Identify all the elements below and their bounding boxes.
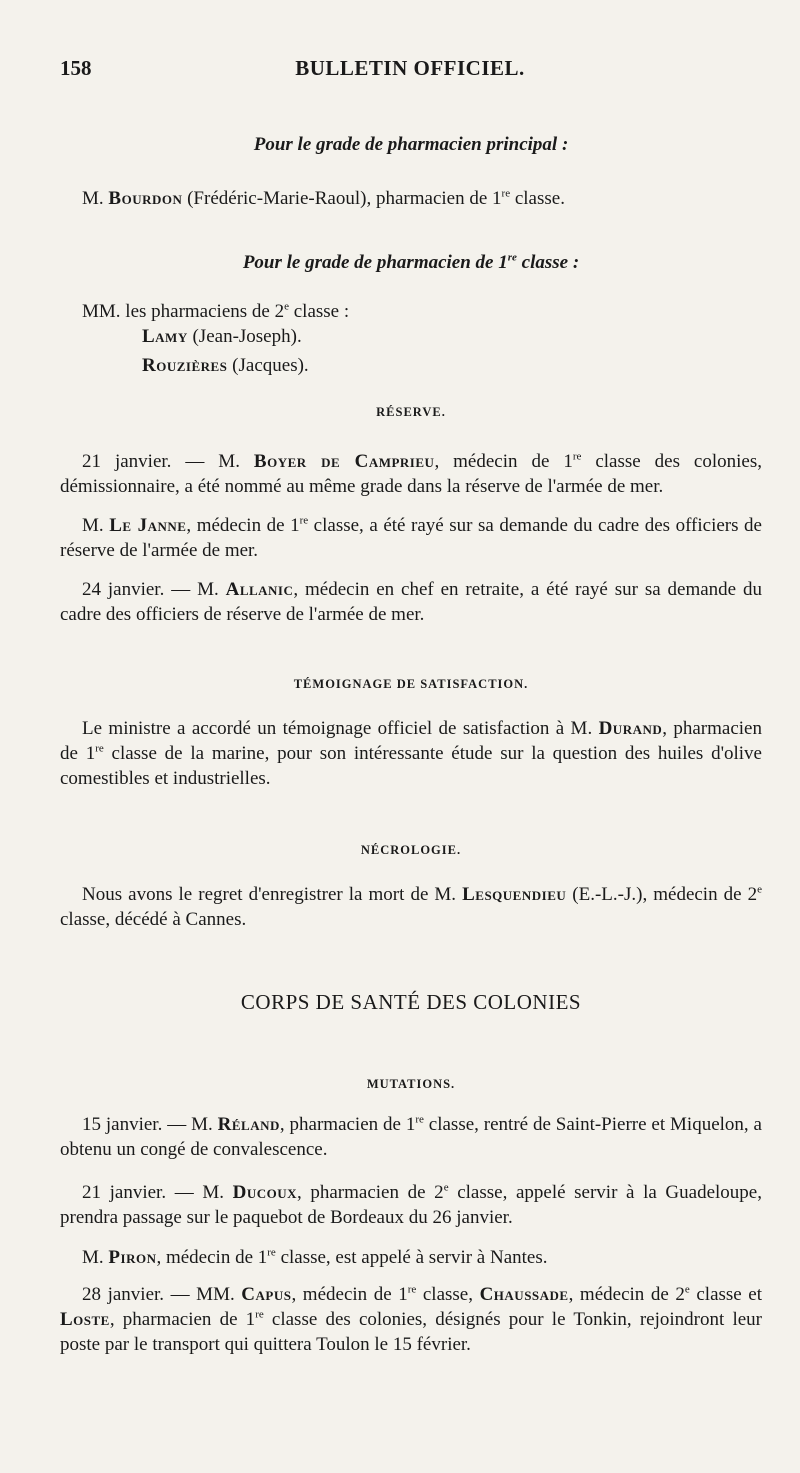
entry-bourdon: M. Bourdon (Frédéric-Marie-Raoul), pharmacien de 1re classe. [82, 187, 565, 209]
person-name: Bourdon [108, 188, 183, 209]
paragraph-le-janne: M. Le Janne, médecin de 1re classe, a été rayé sur sa demande du cadre des officiers de réserve de l'armée de mer. [60, 514, 762, 561]
running-title: BULLETIN OFFICIEL. [295, 56, 525, 80]
page-header [60, 56, 760, 88]
person-name: Allanic [225, 579, 294, 600]
person-name: Loste [60, 1309, 110, 1330]
person-name: Le Janne [109, 515, 187, 536]
person-name: Lamy [142, 326, 188, 347]
paragraph-lesquendieu: Nous avons le regret d'enregistrer la mort de M. Lesquendieu (E.-L.-J.), médecin de 2e classe, décédé à Cannes. [60, 883, 762, 930]
page-number: 158 [60, 56, 92, 80]
person-name: Piron [108, 1247, 157, 1268]
person-name: Lesquendieu [462, 884, 567, 905]
person-name: Rouzières [142, 355, 228, 376]
heading-necrologie: NÉCROLOGIE. [360, 843, 462, 857]
person-name: Ducoux [232, 1182, 297, 1203]
paragraph-durand: Le ministre a accordé un témoignage officiel de satisfaction à M. Durand, pharmacien de 1re classe de la marine, pour son intéressante étude sur la question des huiles d'olive comestibles et industrielles. [60, 718, 762, 789]
person-name: Boyer de Camprieu [253, 451, 435, 472]
paragraph-allanic: 24 janvier. — M. Allanic, médecin en chef en retraite, a été rayé sur sa demande du cadre des officiers de réserve de l'armée de mer. [60, 579, 762, 625]
person-name: Durand [598, 718, 663, 739]
paragraph-boyer-de-campireu: 21 janvier. — M. Boyer de Camprieu, médecin de 1re classe des colonies, démissionnaire, a été nommé au même grade dans la réserve de l'armée de mer. [60, 450, 763, 497]
section-title-corps-de-sante: CORPS DE SANTÉ DES COLONIES [240, 990, 582, 1014]
heading-pharmacien-principal: Pour le grade de pharmacien principal : [253, 134, 569, 155]
paragraph-reland: 15 janvier. — M. Réland, pharmacien de 1re classe, rentré de Saint-Pierre et Miquelon, a obtenu un congé de convalescence. [60, 1113, 762, 1160]
intro-pharmaciens-2e: MM. les pharmaciens de 2e classe : [82, 300, 350, 322]
paragraph-piron: M. Piron, médecin de 1re classe, est appelé à servir à Nantes. [82, 1246, 548, 1268]
person-name: Capus [241, 1284, 292, 1305]
heading-mutations: MUTATIONS. [366, 1077, 456, 1091]
paragraph-capus-chaussade-loste: 28 janvier. — MM. Capus, médecin de 1re classe, Chaussade, médecin de 2e classe et Loste, pharmacien de 1re classe des colonies, désignés pour le Tonkin, rejoindront leur poste par le transport qui quittera Toulon le 15 février. [60, 1283, 763, 1355]
heading-reserve: RÉSERVE. [376, 405, 446, 419]
list-item: Lamy (Jean-Joseph). [142, 326, 302, 347]
person-name: Chaussade [479, 1284, 569, 1305]
paragraph-ducoux: 21 janvier. — M. Ducoux, pharmacien de 2e classe, appelé servir à la Guadeloupe, prendra passage sur le paquebot de Bordeaux du 26 janvier. [60, 1181, 762, 1228]
heading-temoignage: TÉMOIGNAGE DE SATISFACTION. [293, 677, 529, 691]
list-item: Rouzières (Jacques). [142, 355, 309, 376]
heading-pharmacien-1re-classe: Pour le grade de pharmacien de 1re classe : [242, 251, 580, 273]
person-name: Réland [217, 1114, 280, 1135]
